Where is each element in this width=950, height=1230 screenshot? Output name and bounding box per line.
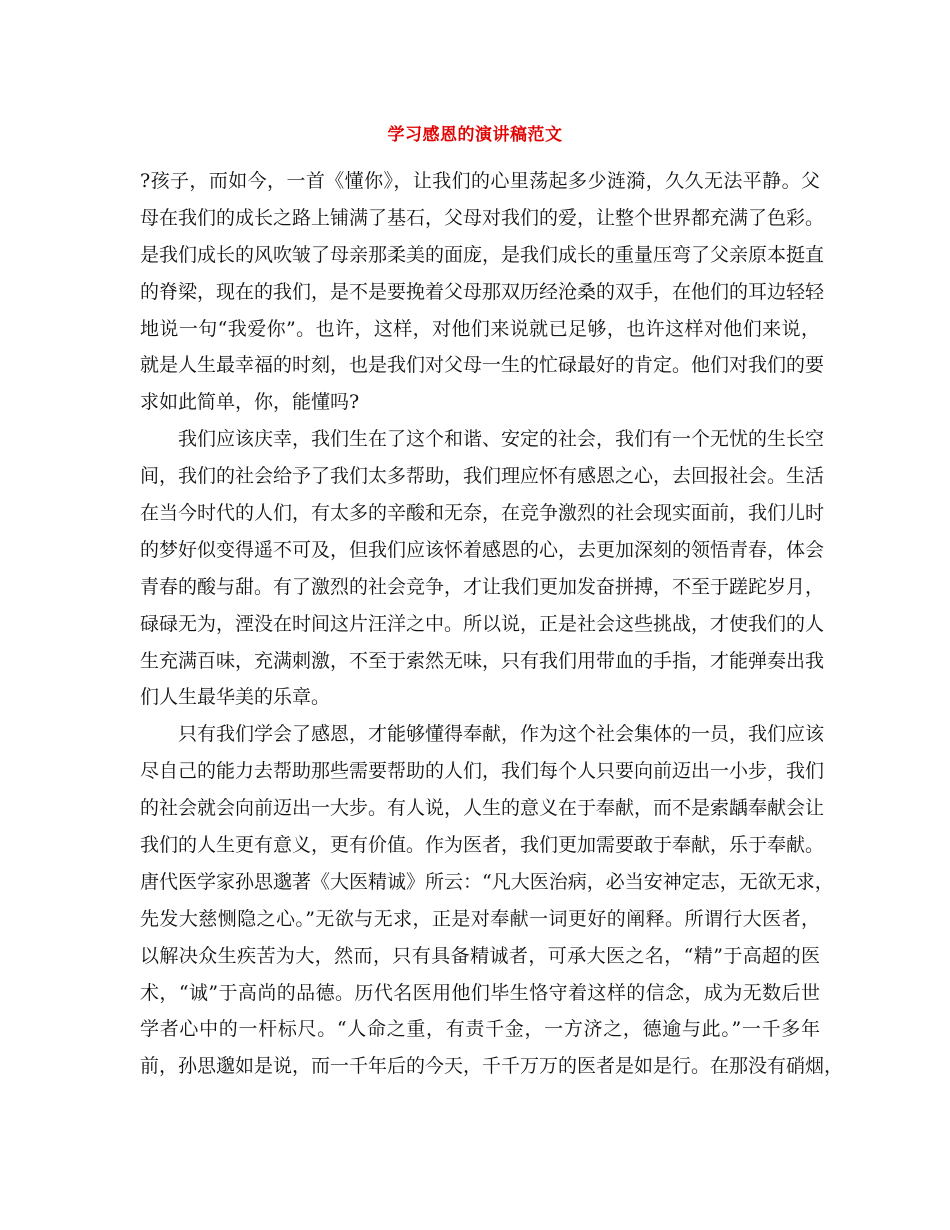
text-line: 的梦好似变得遥不可及，但我们应该怀着感恩的心，去更加深刻的领悟青春，体会: [140, 538, 825, 561]
text-line: 学者心中的一杆标尺。“人命之重，有责千金，一方济之，德逾与此。”一千多年: [140, 1018, 820, 1041]
text-line: 生充满百味，充满刺激，不至于索然无味，只有我们用带血的手指，才能弹奏出我: [140, 649, 825, 672]
text-line: 唐代医学家孙思邈著《大医精诚》所云：“凡大医治病，必当安神定志，无欲无求，: [140, 870, 834, 893]
text-line: 求如此简单，你，能懂吗?: [140, 391, 360, 414]
text-line: 是我们成长的风吹皱了母亲那柔美的面庞，是我们成长的重量压弯了父亲原本挺直: [140, 243, 825, 266]
text-line: 的社会就会向前迈出一大步。有人说，人生的意义在于奉献，而不是索龋奉献会让: [140, 797, 825, 820]
text-line: ?孩子，而如今，一首《懂你》，让我们的心里荡起多少涟漪，久久无法平静。父: [140, 170, 820, 192]
text-line: 的脊梁，现在的我们，是不是要挽着父母那双历经沧桑的双手，在他们的耳边轻轻: [140, 280, 825, 303]
text-line: 碌碌无为，湮没在时间这片汪洋之中。所以说，正是社会这些挑战，才使我们的人: [140, 612, 825, 635]
text-line: 先发大慈恻隐之心。”无欲与无求，正是对奉献一词更好的阐释。所谓行大医者，: [140, 907, 820, 930]
paragraph: [140, 716, 844, 1085]
text-line: 青春的酸与甜。有了激烈的社会竞争，才让我们更加发奋拼搏，不至于蹉跎岁月，: [140, 575, 825, 598]
text-line: 前，孙思邈如是说，而一千年后的今天，千千万万的医者是如是行。在那没有硝烟，: [140, 1055, 844, 1078]
text-line: 只有我们学会了感恩，才能够懂得奉献，作为这个社会集体的一员，我们应该: [178, 723, 825, 746]
paragraph: [140, 421, 825, 716]
text-line: 地说一句“我爱你”。也许，这样，对他们来说就已足够，也许这样对他们来说，: [140, 317, 820, 340]
text-line: 尽自己的能力去帮助那些需要帮助的人们，我们每个人只要向前迈出一小步，我们: [140, 760, 825, 783]
document-title: 学习感恩的演讲稿范文: [387, 125, 563, 145]
text-line: 就是人生最幸福的时刻，也是我们对父母一生的忙碌最好的肯定。他们对我们的要: [140, 354, 825, 377]
text-line: 我们的人生更有意义，更有价值。作为医者，我们更加需要敢于奉献，乐于奉献。: [140, 834, 825, 857]
text-line: 间，我们的社会给予了我们太多帮助，我们理应怀有感恩之心，去回报社会。生活: [140, 465, 825, 488]
text-line: 术，“诚”于高尚的品德。历代名医用他们毕生恪守着这样的信念，成为无数后世: [140, 981, 820, 1004]
text-line: 们人生最华美的乐章。: [140, 686, 331, 709]
text-line: 以解决众生疾苦为大，然而，只有具备精诚者，可承大医之名，“精”于高超的医: [140, 944, 820, 967]
text-line: 在当今时代的人们，有太多的辛酸和无奈，在竞争激烈的社会现实面前，我们儿时: [140, 502, 825, 525]
document-body: [140, 163, 844, 1085]
text-line: 我们应该庆幸，我们生在了这个和谐、安定的社会，我们有一个无忧的生长空: [178, 428, 825, 451]
paragraph: [140, 163, 825, 421]
text-line: 母在我们的成长之路上铺满了基石，父母对我们的爱，让整个世界都充满了色彩。: [140, 206, 825, 229]
